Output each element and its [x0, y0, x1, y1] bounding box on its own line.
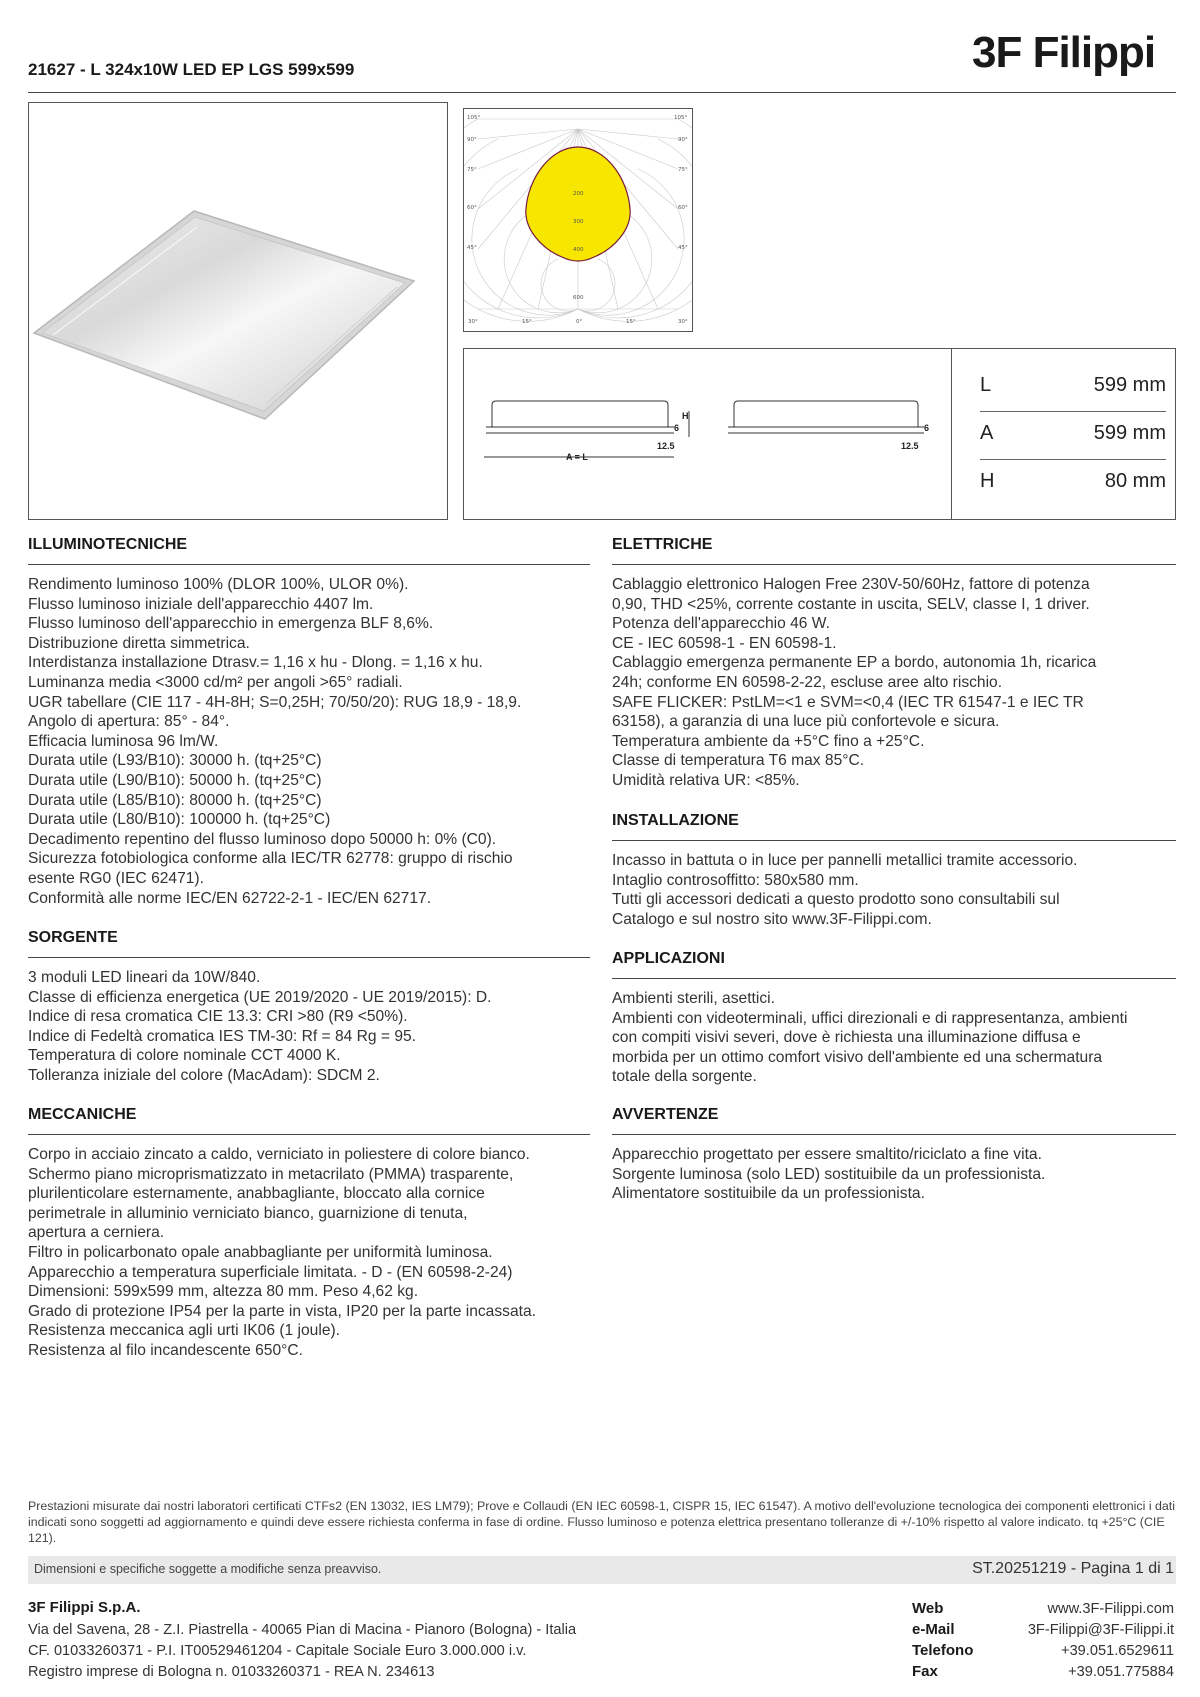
text-line: Resistenza al filo incandescente 650°C. — [28, 1341, 303, 1359]
dimension-value: 599 mm — [1093, 422, 1166, 444]
text-line: 0,90, THD <25%, corrente costante in uscita, SELV, classe I, 1 driver. — [612, 595, 1090, 613]
contact-email-link[interactable]: 3F-Filippi@3F-Filippi.it — [1027, 1622, 1174, 1638]
dim-label: H — [682, 411, 689, 421]
dimension-value: 80 mm — [1104, 470, 1166, 492]
document-code: ST.20251219 - Pagina 1 di 1 — [972, 1560, 1174, 1577]
brand-logo — [972, 28, 1155, 78]
section-body-elettriche — [612, 575, 1096, 791]
polar-label: 15° — [626, 319, 636, 325]
polar-label: 75° — [678, 167, 688, 173]
text-line: CE - IEC 60598-1 - EN 60598-1. — [612, 634, 837, 652]
dim-label: A = L — [566, 452, 588, 462]
section-heading-applicazioni: APPLICAZIONI — [612, 950, 725, 967]
polar-curve — [464, 109, 692, 331]
page-title: 21627 - L 324x10W LED EP LGS 599x599 — [28, 60, 355, 79]
text-line: Potenza dell'apparecchio 46 W. — [612, 615, 830, 633]
text-line: Umidità relativa UR: <85%. — [612, 771, 800, 789]
dimension-row-l — [980, 364, 1166, 410]
section-divider — [612, 564, 1176, 565]
polar-label: 15° — [522, 319, 532, 325]
polar-label: 60° — [678, 205, 688, 211]
text-line: Flusso luminoso dell'apparecchio in emergenza BLF 8,6%. — [28, 615, 434, 633]
text-line: Angolo di apertura: 85° - 84°. — [28, 713, 230, 731]
polar-label: 0° — [576, 319, 583, 325]
text-line: Cablaggio emergenza permanente EP a bordo, autonomia 1h, ricarica — [612, 654, 1097, 672]
section-divider — [28, 564, 590, 565]
contact-web-link[interactable]: www.3F-Filippi.com — [1047, 1601, 1174, 1617]
contact-phone: +39.051.6529611 — [1061, 1643, 1174, 1659]
company-registry: Registro imprese di Bologna n. 01033260371 - REA N. 234613 — [28, 1664, 435, 1680]
text-line: Sorgente luminosa (solo LED) sostituibile da un professionista. — [612, 1165, 1046, 1183]
text-line: Grado di protezione IP54 per la parte in vista, IP20 per la parte incassata. — [28, 1302, 536, 1320]
text-line: Durata utile (L90/B10): 50000 h. (tq+25°C) — [28, 771, 322, 789]
section-heading-sorgente: SORGENTE — [28, 929, 118, 946]
section-divider — [612, 1134, 1176, 1135]
polar-label: 90° — [467, 137, 477, 143]
polar-label: 75° — [467, 167, 477, 173]
dim-label: 6 — [674, 423, 680, 433]
text-line: 24h; conforme EN 60598-2-22, escluse aree alto rischio. — [612, 673, 1003, 691]
product-image — [28, 102, 448, 520]
text-line: Resistenza meccanica agli urti IK06 (1 joule). — [28, 1322, 341, 1340]
polar-label: 60° — [467, 205, 477, 211]
polar-value: 200 — [573, 191, 584, 197]
dimension-key: H — [980, 470, 995, 492]
text-line: con compiti visivi severi, dove è richiesta una illuminazione diffusa e — [612, 1029, 1081, 1047]
text-line: Intaglio controsoffitto: 580x580 mm. — [612, 871, 859, 889]
text-line: Corpo in acciaio zincato a caldo, verniciato in poliestere di colore bianco. — [28, 1146, 530, 1163]
dimension-drawing — [464, 349, 952, 519]
polar-label: 90° — [678, 137, 688, 143]
polar-label: 105° — [674, 115, 688, 121]
led-panel-illustration — [29, 103, 447, 519]
dimension-value: 599 mm — [1093, 374, 1166, 396]
contact-label-web: Web — [912, 1600, 944, 1617]
text-line: Ambienti con videoterminali, uffici direzionali e di rappresentanza, ambienti — [612, 1009, 1128, 1027]
brand-logo-text: 3F Filippi — [972, 28, 1156, 77]
footer-disclaimer: Prestazioni misurate dai nostri laboratori certificati CTFs2 (EN 13032, IES LM79); Prove e Collaudi (EN IEC 60598-1, CISPR 15, IEC 61547). A motivo dell'evoluzione tecnologica dei componenti elettronici i dati indicati sono soggetti ad aggiornamento e quindi deve essere richiesta conferma in fase di ordine. Flusso luminoso e potenza elettrica presentano tolleranze di +/-10% rispetto al valore indicato. tq +25°C (CIE 121). — [28, 1499, 1175, 1545]
text-line: Dimensioni: 599x599 mm, altezza 80 mm. Peso 4,62 kg. — [28, 1283, 419, 1301]
section-heading-illuminotecniche: ILLUMINOTECNICHE — [28, 536, 188, 553]
text-line: Durata utile (L85/B10): 80000 h. (tq+25°C) — [28, 791, 322, 809]
section-body-meccaniche — [28, 1145, 536, 1361]
dimensions-divider — [951, 348, 952, 520]
text-line: Indice di resa cromatica CIE 13.3: CRI >80 (R9 <50%). — [28, 1008, 408, 1026]
section-body-illuminotecniche — [28, 575, 521, 908]
dimension-key: A — [980, 422, 994, 444]
company-address: Via del Savena, 28 - Z.I. Piastrella - 40065 Pian di Macina - Pianoro (Bologna) - Italia — [28, 1622, 577, 1638]
contact-label-phone: Telefono — [912, 1642, 974, 1659]
polar-curve-shape — [526, 147, 630, 261]
text-line: Rendimento luminoso 100% (DLOR 100%, ULOR 0%). — [28, 576, 409, 593]
polar-label: 105° — [467, 115, 481, 121]
photometric-diagram — [463, 108, 693, 332]
header-divider — [28, 92, 1176, 93]
text-line: Classe di temperatura T6 max 85°C. — [612, 752, 865, 770]
footer-bar-note: Dimensioni e specifiche soggette a modifiche senza preavviso. — [34, 1562, 382, 1576]
text-line: Tolleranza iniziale del colore (MacAdam): SDCM 2. — [28, 1066, 380, 1084]
text-line: Distribuzione diretta simmetrica. — [28, 634, 250, 652]
text-line: Alimentatore sostituibile da un professionista. — [612, 1185, 925, 1203]
section-heading-avvertenze: AVVERTENZE — [612, 1106, 719, 1123]
text-line: Apparecchio progettato per essere smaltito/riciclato a fine vita. — [612, 1146, 1042, 1163]
text-line: Classe di efficienza energetica (UE 2019/2020 - UE 2019/2015): D. — [28, 988, 492, 1006]
contact-fax: +39.051.775884 — [1068, 1664, 1174, 1680]
text-line: Ambienti sterili, asettici. — [612, 990, 775, 1007]
text-line: Temperatura di colore nominale CCT 4000 K. — [28, 1047, 341, 1065]
text-line: plurilenticolare esternamente, anabbagliante, bloccato alla cornice — [28, 1185, 485, 1203]
text-line: UGR tabellare (CIE 117 - 4H-8H; S=0,25H; 70/50/20): RUG 18,9 - 18,9. — [28, 693, 522, 711]
text-line: Flusso luminoso iniziale dell'apparecchio 4407 lm. — [28, 595, 374, 613]
polar-label: 45° — [467, 245, 477, 251]
text-line: 63158), a garanzia di una luce più confortevole e sicura. — [612, 713, 1000, 731]
dim-label: 12.5 — [901, 441, 919, 451]
section-heading-meccaniche: MECCANICHE — [28, 1106, 137, 1123]
text-line: 3 moduli LED lineari da 10W/840. — [28, 969, 261, 986]
text-line: SAFE FLICKER: PstLM=<1 e SVM=<0,4 (IEC TR 61547-1 e IEC TR — [612, 693, 1084, 711]
text-line: Filtro in policarbonato opale anabbagliante per uniformità luminosa. — [28, 1243, 493, 1261]
text-line: Interdistanza installazione Dtrasv.= 1,16 x hu - Dlong. = 1,16 x hu. — [28, 654, 483, 672]
section-divider — [28, 957, 590, 958]
polar-value: 300 — [573, 219, 584, 225]
text-line: Luminanza media <3000 cd/m² per angoli >65° radiali. — [28, 673, 403, 691]
section-divider — [28, 1134, 590, 1135]
text-line: apertura a cerniera. — [28, 1224, 165, 1242]
dimension-row-a — [980, 412, 1166, 458]
text-line: Temperatura ambiente da +5°C fino a +25°C. — [612, 732, 925, 750]
contact-label-email: e-Mail — [912, 1621, 955, 1638]
section-divider — [612, 840, 1176, 841]
text-line: Schermo piano microprismatizzato in metacrilato (PMMA) trasparente, — [28, 1165, 514, 1183]
text-line: Durata utile (L80/B10): 100000 h. (tq+25°C) — [28, 811, 331, 829]
text-line: Catalogo e sul nostro sito www.3F-Filippi.com. — [612, 910, 932, 928]
polar-label: 45° — [678, 245, 688, 251]
section-body-sorgente — [28, 968, 491, 1086]
text-line: Sicurezza fotobiologica conforme alla IEC/TR 62778: gruppo di rischio — [28, 850, 513, 868]
polar-label: 30° — [678, 319, 688, 325]
dim-label: 12.5 — [657, 441, 675, 451]
dimension-key: L — [980, 374, 992, 396]
text-line: Conformità alle norme IEC/EN 62722-2-1 - IEC/EN 62717. — [28, 889, 432, 907]
text-line: esente RG0 (IEC 62471). — [28, 869, 204, 887]
section-divider — [612, 978, 1176, 979]
section-heading-elettriche: ELETTRICHE — [612, 536, 713, 553]
text-line: totale della sorgente. — [612, 1068, 757, 1086]
company-name: 3F Filippi S.p.A. — [28, 1599, 141, 1616]
text-line: perimetrale in alluminio verniciato bianco, guarnizione di tenuta, — [28, 1204, 468, 1222]
text-line: Tutti gli accessori dedicati a questo prodotto sono consultabili sul — [612, 891, 1060, 909]
text-line: Decadimento repentino del flusso luminoso dopo 50000 h: 0% (C0). — [28, 830, 497, 848]
dim-label: 6 — [924, 423, 930, 433]
section-body-avvertenze — [612, 1145, 1045, 1204]
company-tax-info: CF. 01033260371 - P.I. IT00529461204 - Capitale Sociale Euro 3.000.000 i.v. — [28, 1643, 527, 1659]
section-heading-installazione: INSTALLAZIONE — [612, 812, 739, 829]
text-line: Cablaggio elettronico Halogen Free 230V-50/60Hz, fattore di potenza — [612, 576, 1090, 593]
dimension-row-h — [980, 460, 1166, 506]
polar-value: 600 — [573, 295, 584, 301]
contact-label-fax: Fax — [912, 1663, 938, 1680]
polar-value: 400 — [573, 247, 584, 253]
section-body-applicazioni — [612, 989, 1127, 1087]
text-line: Incasso in battuta o in luce per pannelli metallici tramite accessorio. — [612, 852, 1078, 869]
text-line: morbida per un ottimo comfort visivo dell'ambiente ed una schermatura — [612, 1048, 1103, 1066]
section-body-installazione — [612, 851, 1077, 929]
text-line: Efficacia luminosa 96 lm/W. — [28, 732, 219, 750]
polar-label: 30° — [468, 319, 478, 325]
text-line: Indice di Fedeltà cromatica IES TM-30: Rf = 84 Rg = 95. — [28, 1027, 417, 1045]
text-line: Apparecchio a temperatura superficiale limitata. - D - (EN 60598-2-24) — [28, 1263, 513, 1281]
text-line: Durata utile (L93/B10): 30000 h. (tq+25°C) — [28, 752, 322, 770]
